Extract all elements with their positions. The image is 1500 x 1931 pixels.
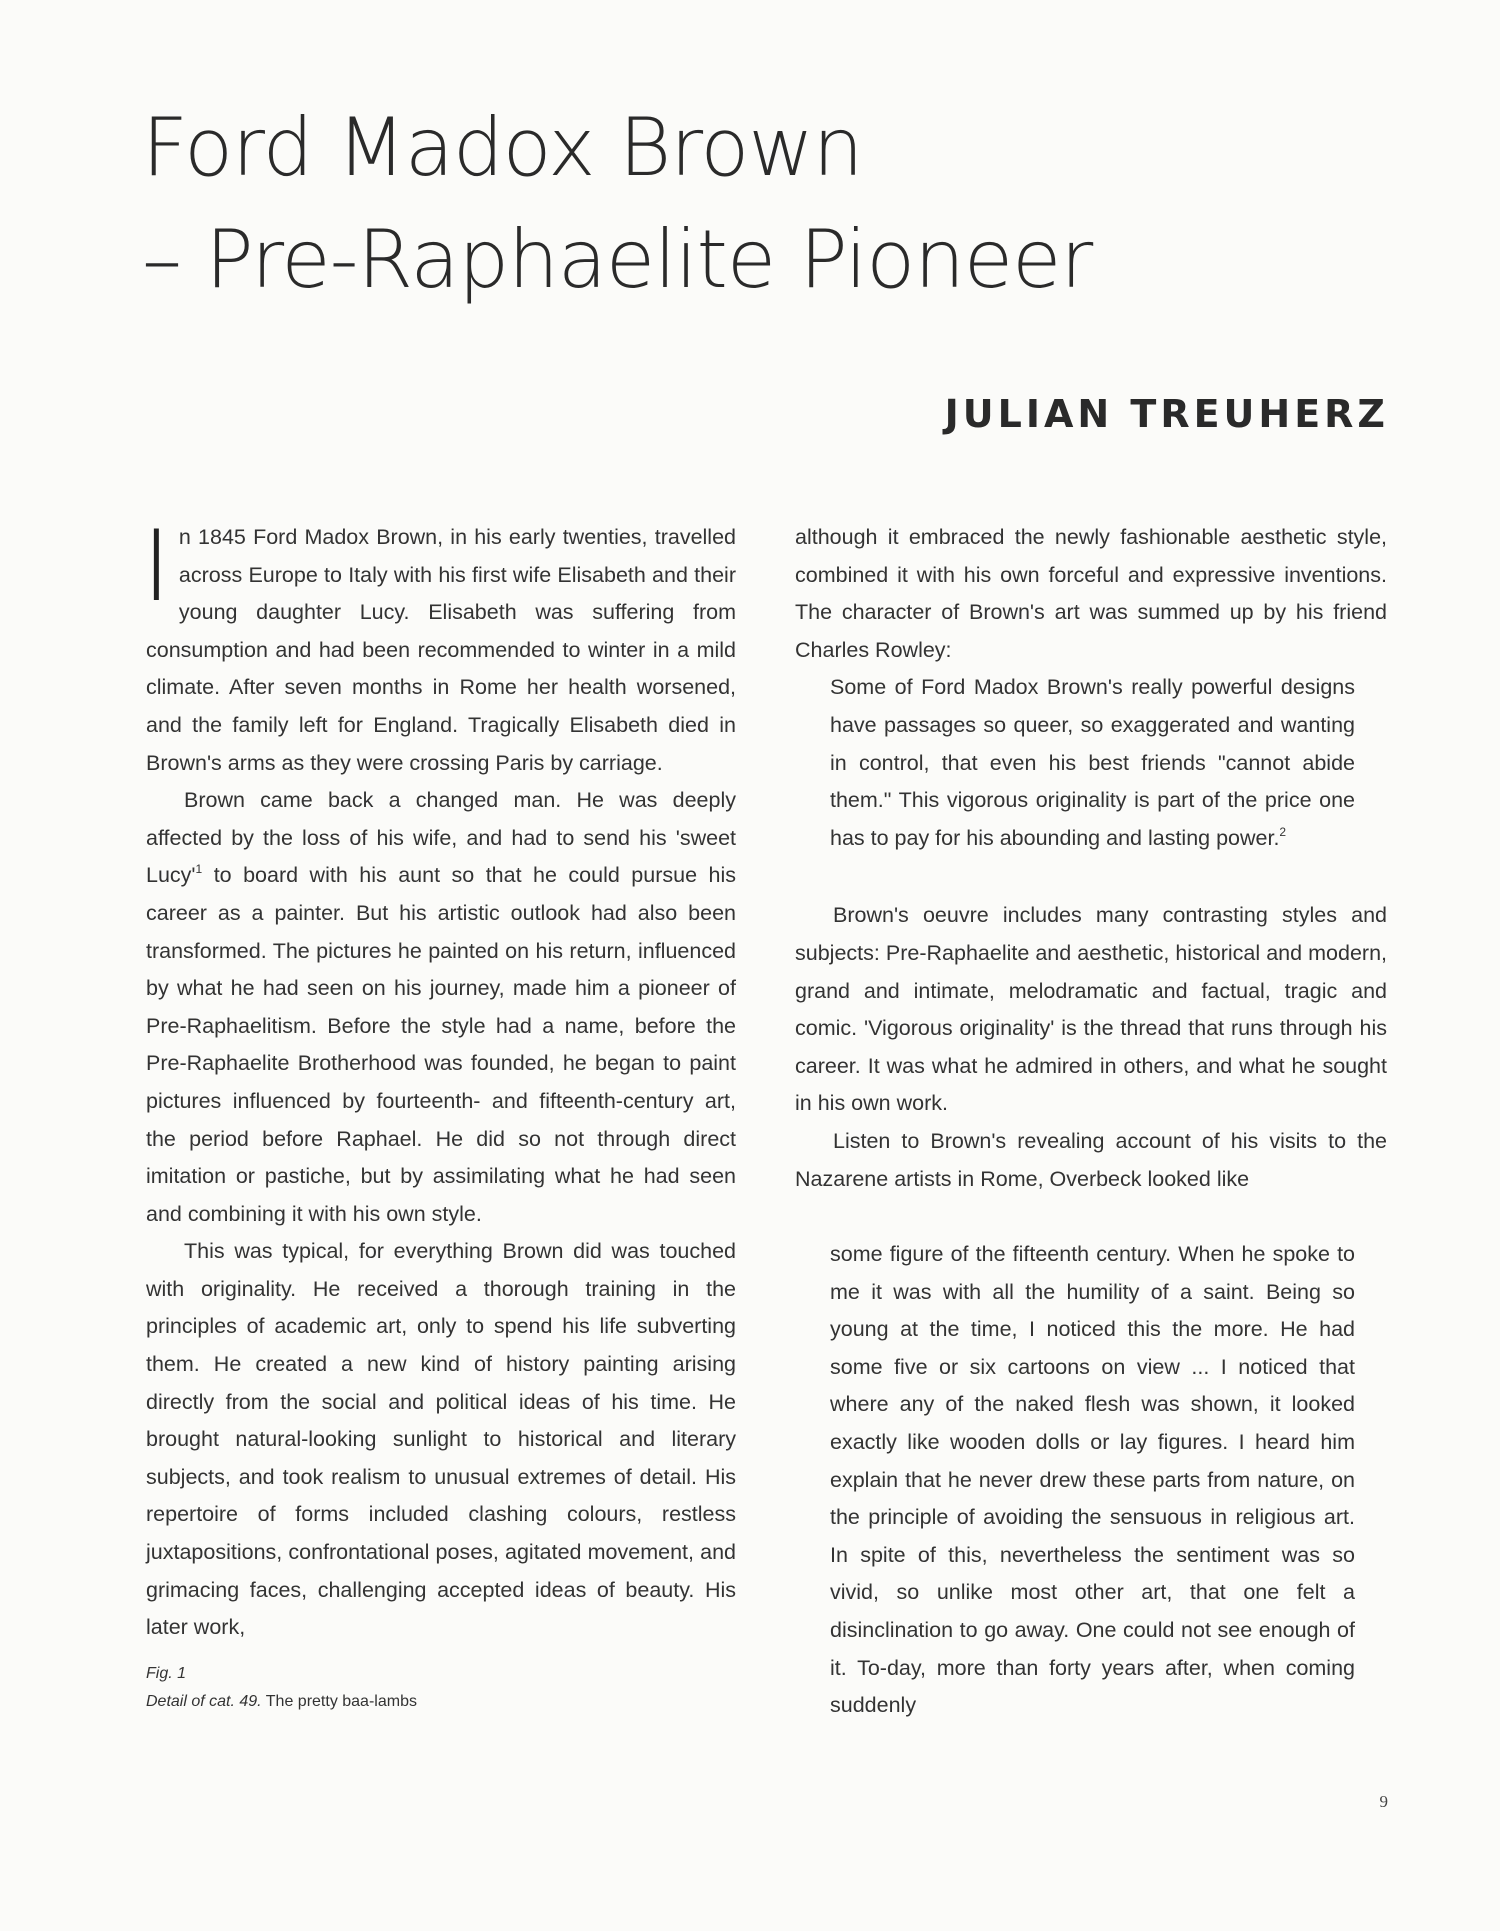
block-quote-rowley (795, 669, 1387, 857)
paragraph-text: to board with his aunt so that he could pursue his career as a painter. But his artistic outlook had also been transformed. The pictures he painted on his return, influenced by what he had seen on his journey, made him a pioneer of Pre-Raphaelitism. Before the style had a name, before the Pre-Raphaelite Brotherhood was founded, he began to paint pictures influenced by fourteenth- and fifteenth-century art, the period before Raphael. He did so not through direct imitation or pastiche, but by assimilating what he had seen and combining it with his own style. (146, 863, 736, 1226)
drop-cap: I (142, 510, 171, 624)
block-quote-overbeck: some figure of the fifteenth century. When he spoke to me it was with all the humility of a saint. Being so young at the time, I noticed this the more. He had some five or six cartoons on view ... I noticed that where any of the naked flesh was shown, it looked exactly like wooden dolls or lay figures. I heard him explain that he never drew these parts from nature, on the principle of avoiding the sensuous in religious art. In spite of this, nevertheless the sentiment was so vivid, so unlike most other art, that one felt a disinclination to go away. One could not see enough of it. To-day, more than forty years after, when coming suddenly (830, 1242, 1355, 1718)
figure-caption (146, 1660, 417, 1716)
figure-title: The pretty baa-lambs (261, 1693, 417, 1710)
figure-reference: Detail of cat. 49. (146, 1693, 262, 1710)
figure-number: Fig. 1 (146, 1665, 187, 1682)
quote-text: Some of Ford Madox Brown's really powerful designs have passages so queer, so exaggerated and wanting in control, that even his best friends "cannot abide them." This vigorous originality is part of the price one has to pay for his abounding and lasting power. (830, 675, 1355, 850)
paragraph-originality: This was typical, for everything Brown did was touched with originality. He received a thorough training in the principles of academic art, only to spend his life subverting them. He created a new kind of history painting arising directly from the social and political ideas of his time. He brought natural-looking sunlight to historical and literary subjects, and took realism to unusual extremes of detail. His repertoire of forms included clashing colours, restless juxtapositions, confrontational poses, agitated movement, and grimacing faces, challenging accepted ideas of beauty. His later work, (146, 1239, 736, 1640)
spacer (795, 857, 1387, 897)
title-line-2: – Pre-Raphaelite Pioneer (142, 213, 1093, 306)
footnote-ref-2[interactable]: 2 (1279, 824, 1287, 839)
paragraph-oeuvre: Brown's oeuvre includes many contrasting styles and subjects: Pre-Raphaelite and aesthetic, historical and modern, grand and intimate, melodramatic and factual, tragic and comic. 'Vigorous originality' is the thread that runs through his career. It was what he admired in others, and what he sought in his own work. (795, 903, 1387, 1116)
paragraph-nazarene: Listen to Brown's revealing account of his visits to the Nazarene artists in Rome, Overbeck looked like (795, 1128, 1387, 1191)
left-column (142, 510, 736, 1647)
paragraph-text: Brown came back a changed man. He was deeply affected by the loss of his wife, and had to send his 'sweet Lucy' (146, 788, 736, 888)
spacer (795, 1198, 1387, 1236)
paragraph-changed-man (146, 782, 736, 1233)
paragraph-aesthetic: although it embraced the newly fashionable aesthetic style, combined it with his own forceful and expressive inventions. The character of Brown's art was summed up by his friend Charles Rowley: (795, 525, 1387, 662)
paragraph-intro (142, 510, 736, 782)
footnote-ref-1[interactable]: 1 (195, 862, 203, 877)
page-number: 9 (1379, 1792, 1388, 1811)
figure-description (146, 1688, 417, 1716)
paragraph-intro-text: n 1845 Ford Madox Brown, in his early twenties, travelled across Europe to Italy with his first wife Elisabeth and their young daughter Lucy. Elisabeth was suffering from consumption and had been recommended to winter in a mild climate. After seven months in Rome her health worsened, and the family left for England. Tragically Elisabeth died in Brown's arms as they were crossing Paris by carriage. (146, 525, 736, 775)
right-column (795, 519, 1387, 1725)
title-line-1: Ford Madox Brown (142, 101, 863, 194)
article-title (142, 92, 1242, 316)
author-name: JULIAN TREUHERZ (944, 392, 1389, 436)
